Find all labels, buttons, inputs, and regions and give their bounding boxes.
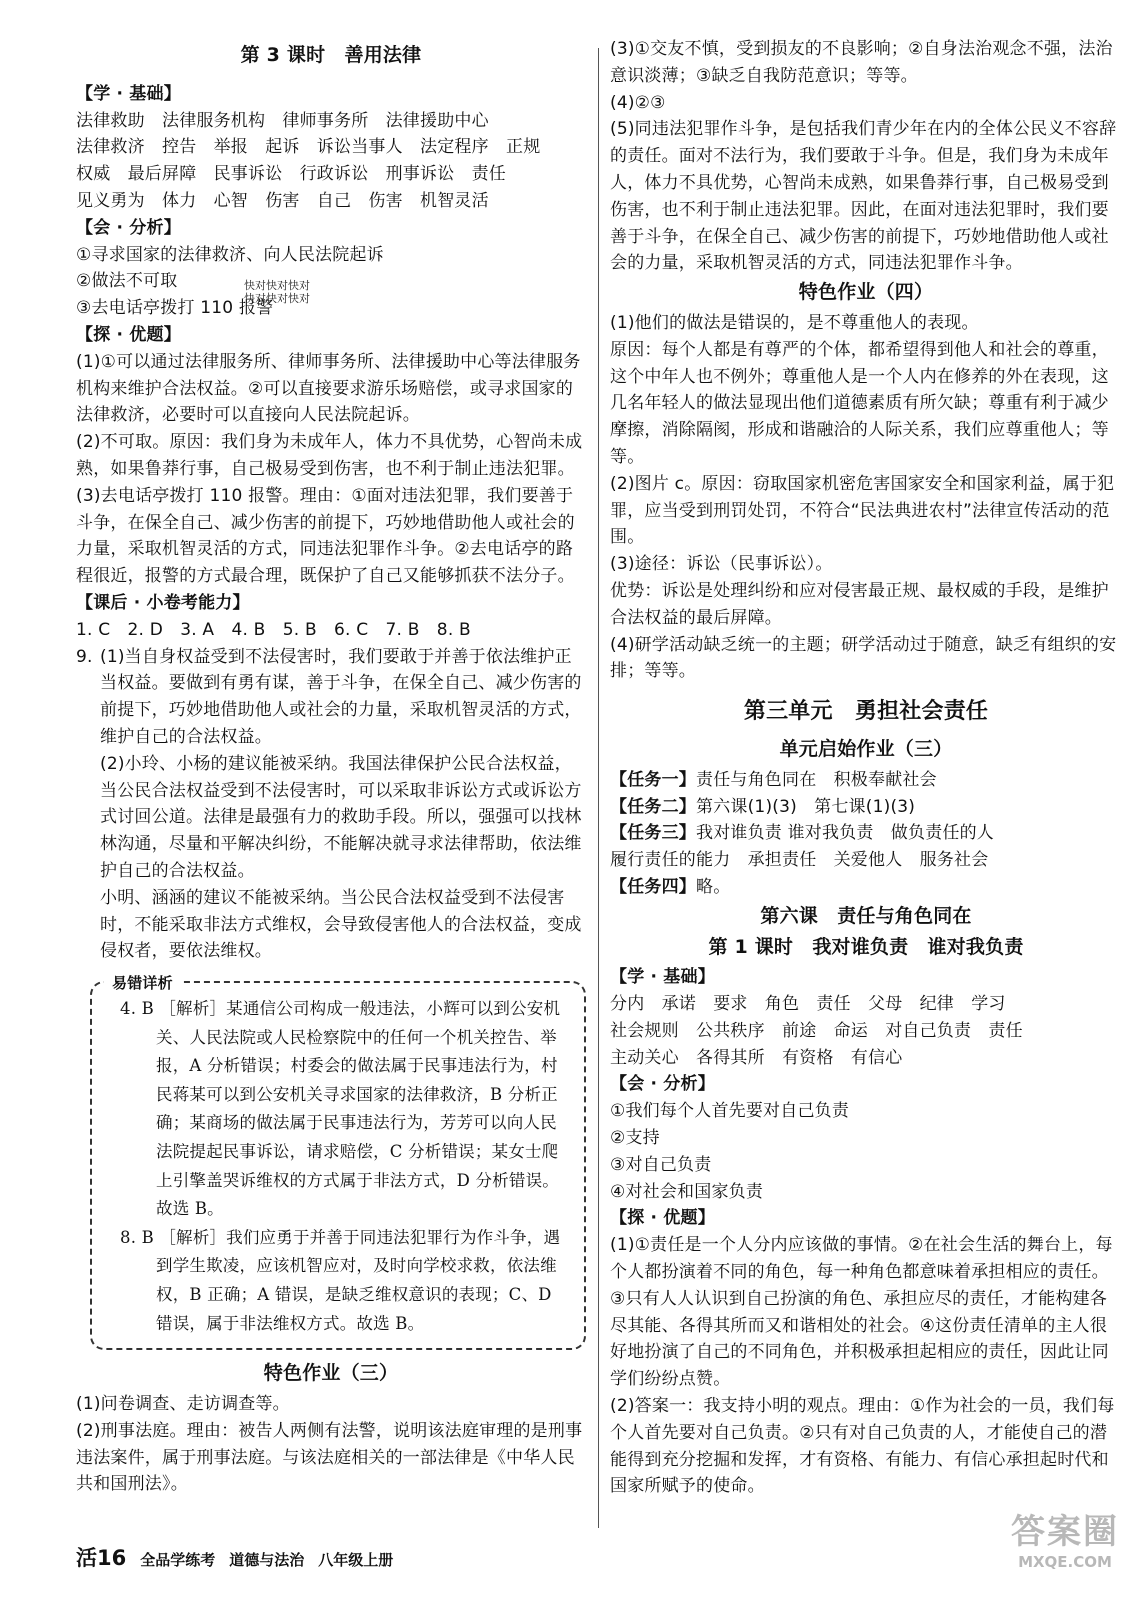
task-text: 履行责任的能力 承担责任 关爱他人 服务社会 bbox=[610, 850, 989, 871]
homework-line: (2)图片 c。原因：窃取国家机密危害国家安全和国家利益，属于犯罪，应当受到刑罚处罚，不符合“民法典进农村”法律宣传活动的范围。 bbox=[610, 473, 1115, 548]
answer-paragraph: (3)①交友不慎，受到损友的不良影响；②自身法治观念不强，法治意识淡薄；③缺乏自我防范意识；等等。 bbox=[610, 39, 1113, 86]
grade-label: 八年级上册 bbox=[318, 1551, 394, 1569]
basics-line: 法律救济 控告 举报 起诉 诉讼当事人 法定程序 正规 bbox=[76, 137, 541, 158]
analysis-line: ②支持 bbox=[610, 1128, 660, 1149]
task-line bbox=[610, 820, 1122, 847]
analysis-line: ①寻求国家的法律救济、向人民法院起诉 bbox=[76, 244, 384, 265]
overlay-line: 快对快对快对 bbox=[244, 292, 310, 305]
column-divider bbox=[598, 48, 599, 1528]
question-9 bbox=[76, 644, 586, 966]
task-label: 【任务二】 bbox=[610, 796, 696, 817]
basics-line: 社会规则 公共秩序 前途 命运 对自己负责 责任 bbox=[610, 1020, 1023, 1041]
task-line bbox=[610, 874, 1122, 901]
analysis-line: ④对社会和国家负责 bbox=[610, 1181, 764, 1202]
task-text: 责任与角色同在 积极奉献社会 bbox=[696, 769, 937, 790]
error-analysis-label: 易错详析 bbox=[104, 969, 181, 998]
section-heading-explore: 【探 · 优题】 bbox=[610, 1208, 715, 1229]
task-text: 我对谁负责 谁对我负责 做负责任的人 bbox=[696, 823, 995, 844]
explore-paragraph: (2)答案一：我支持小明的观点。理由：①作为社会的一员，我们每个人首先要对自己负责。②只有对自己负责的人，才能使自己的潜能得到充分挖掘和发挥，才有资格、有能力、有信心承担起时代和国家所赋予的使命。 bbox=[610, 1396, 1115, 1497]
question-number: 9. bbox=[76, 646, 93, 667]
section-heading-analysis: 【会 · 分析】 bbox=[610, 1074, 715, 1095]
section-heading-analysis: 【会 · 分析】 bbox=[76, 217, 181, 238]
error-analysis-box bbox=[90, 974, 586, 1350]
left-column bbox=[76, 36, 586, 1498]
question-9-part: (2)小玲、小杨的建议能被采纳。我国法律保护公民合法权益，当公民合法权益受到不法侵害时，可以采取非诉讼方式或诉讼方式讨回公道。法律是最强有力的救助手段。所以，强强可以找林林沟通，尽量和平解决纠纷，不能解决就寻求法律帮助，依法维护自己的合法权益。 bbox=[100, 753, 582, 881]
basics-line: 法律救助 法律服务机构 律师事务所 法律援助中心 bbox=[76, 110, 489, 131]
homework-line: (3)途径：诉讼（民事诉讼）。 bbox=[610, 554, 833, 575]
section-heading-explore: 【探 · 优题】 bbox=[76, 324, 181, 345]
question-9-part: (1)当自身权益受到不法侵害时，我们要敢于并善于依法维护正当权益。要做到有勇有谋，善于斗争，在保全自己、减少伤害的前提下，巧妙地借助他人或社会的力量，采取机智灵活的方式，维护自己的合法权益。 bbox=[100, 646, 582, 747]
task-label: 【任务三】 bbox=[610, 823, 696, 844]
answer-paragraph: (4)②③ bbox=[610, 92, 666, 113]
error-analysis-item: 8. B ［解析］我们应勇于并善于同违法犯罪行为作斗争，遇到学生欺凌，应该机智应对，及时向学校求救，依法维权，B 正确；A 错误，是缺乏维权意识的表现；C、D 错误，属于非法维权方式。故选 B。 bbox=[120, 1227, 561, 1333]
overlay-line: 快对快对快对 bbox=[244, 279, 310, 292]
error-analysis-item: 4. B ［解析］某通信公司构成一般违法，小辉可以到公安机关、人民法院或人民检察院中的任何一个机关控告、举报，A 分析错误；村委会的做法属于民事违法行为，村民蒋某可以到公安机关寻求国家的法律救济，B 分析正确；某商场的做法属于民事违法行为，芳芳可以向人民法院提起民事诉讼，请求赔偿，C 分析错误；某女士爬上引擎盖哭诉维权的方式属于非法方式，D 分析错误。故选 B。 bbox=[120, 999, 561, 1219]
answer-paragraph: (5)同违法犯罪作斗争，是包括我们青少年在内的全体公民义不容辞的责任。面对不法行为，我们要敢于斗争。但是，我们身为未成年人，体力不具优势，心智尚未成熟，如果鲁莽行事，自己极易受到伤害，也不利于制止违法犯罪。因此，在面对违法犯罪时，我们要善于斗争，在保全自己、减少伤害的前提下，巧妙地借助他人或社会的力量，采取机智灵活的方式，同违法犯罪作斗争。 bbox=[610, 119, 1117, 274]
unit-homework-title: 单元启始作业（三） bbox=[779, 737, 953, 760]
explore-paragraph: (1)①可以通过法律服务所、律师事务所、法律援助中心等法律服务机构来维护合法权益。②可以直接要求游乐场赔偿，或寻求国家的法律救济，必要时可以直接向人民法院起诉。 bbox=[76, 351, 581, 426]
homework-line: 原因：每个人都是有尊严的个体，都希望得到他人和社会的尊重，这个中年人也不例外；尊重他人是一个人内在修养的外在表现，这几名年轻人的做法显现出他们道德素质有所欠缺；尊重有利于减少摩擦，消除隔阂，形成和谐融洽的人际关系，我们应尊重他人；等等。 bbox=[610, 339, 1109, 467]
special-homework-3-title: 特色作业（三） bbox=[263, 1362, 399, 1385]
analysis-line: ③去电话亭拨打 110 报警 bbox=[76, 298, 274, 319]
task-line bbox=[610, 847, 1122, 874]
task-label: 【任务一】 bbox=[610, 769, 696, 790]
basics-line: 主动关心 各得其所 有资格 有信心 bbox=[610, 1047, 903, 1068]
unit-title: 第三单元 勇担社会责任 bbox=[743, 699, 989, 725]
analysis-line: ③对自己负责 bbox=[610, 1154, 712, 1175]
explore-paragraph: (2)不可取。原因：我们身为未成年人，体力不具优势，心智尚未成熟，如果鲁莽行事，自己极易受到伤害，也不利于制止违法犯罪。 bbox=[76, 432, 583, 479]
task-line bbox=[610, 767, 1122, 794]
section-heading-basics: 【学 · 基础】 bbox=[610, 967, 715, 988]
page-footer bbox=[76, 1542, 393, 1572]
quiz-answers: 1. C 2. D 3. A 4. B 5. B 6. C 7. B 8. B bbox=[76, 619, 471, 640]
lesson-title: 第 3 课时 善用法律 bbox=[240, 44, 422, 66]
homework-line: (2)刑事法庭。理由：被告人两侧有法警，说明该法庭审理的是刑事违法案件，属于刑事法庭。与该法庭相关的一部法律是《中华人民共和国刑法》。 bbox=[76, 1420, 583, 1495]
analysis-line: ①我们每个人首先要对自己负责 bbox=[610, 1101, 850, 1122]
watermark-logo bbox=[1011, 1512, 1119, 1572]
analysis-line: ②做法不可取 bbox=[76, 271, 178, 292]
book-title: 全品学练考 bbox=[140, 1551, 216, 1569]
overlay-stamp bbox=[244, 279, 310, 305]
lesson-6-subtitle: 第 1 课时 我对谁负责 谁对我负责 bbox=[708, 935, 1024, 958]
lesson-6-title: 第六课 责任与角色同在 bbox=[760, 904, 972, 927]
homework-line: (4)研学活动缺乏统一的主题；研学活动过于随意，缺乏有组织的安排；等等。 bbox=[610, 634, 1117, 682]
homework-line: 优势：诉讼是处理纠纷和应对侵害最正规、最权威的手段，是维护合法权益的最后屏障。 bbox=[610, 580, 1109, 628]
watermark-url: MXQE.COM bbox=[1018, 1553, 1112, 1571]
section-heading-basics: 【学 · 基础】 bbox=[76, 83, 181, 104]
task-line bbox=[610, 794, 1122, 821]
special-homework-4-title: 特色作业（四） bbox=[798, 281, 934, 304]
explore-paragraph: (3)去电话亭拨打 110 报警。理由：①面对违法犯罪，我们要善于斗争，在保全自己、减少伤害的前提下，巧妙地借助他人或社会的力量，采取机智灵活的方式，同违法犯罪作斗争。②去电话亭的路程很近，报警的方式最合理，既保护了自己又能够抓获不法分子。 bbox=[76, 485, 575, 587]
subject-name: 道德与法治 bbox=[229, 1551, 305, 1569]
homework-line: (1)他们的做法是错误的，是不尊重他人的表现。 bbox=[610, 312, 979, 333]
watermark-text: 答案圈 bbox=[1011, 1512, 1119, 1552]
right-column bbox=[610, 36, 1122, 1500]
question-9-part: 小明、涵涵的建议不能被采纳。当公民合法权益受到不法侵害时，不能采取非法方式维权，会导致侵害他人的合法权益，变成侵权者，要依法维权。 bbox=[100, 887, 582, 962]
homework-line: (1)问卷调查、走访调查等。 bbox=[76, 1394, 290, 1415]
task-label: 【任务四】 bbox=[610, 876, 696, 897]
page-number: 活16 bbox=[76, 1546, 127, 1570]
section-heading-quiz: 【课后 · 小卷考能力】 bbox=[76, 592, 250, 613]
basics-line: 见义勇为 体力 心智 伤害 自己 伤害 机智灵活 bbox=[76, 190, 489, 211]
explore-paragraph: (1)①责任是一个人分内应该做的事情。②在社会生活的舞台上，每个人都扮演着不同的角色，每一种角色都意味着承担相应的责任。③只有人人认识到自己扮演的角色、承担应尽的责任，才能构建各尽其能、各得其所而又和谐相处的社会。④这份责任清单的主人很好地扮演了自己的不同角色，并积极承担起相应的责任，因此让同学们纷纷点赞。 bbox=[610, 1235, 1113, 1390]
basics-line: 分内 承诺 要求 角色 责任 父母 纪律 学习 bbox=[610, 994, 1006, 1015]
basics-line: 权威 最后屏障 民事诉讼 行政诉讼 刑事诉讼 责任 bbox=[76, 164, 506, 185]
task-text: 第六课(1)(3) 第七课(1)(3) bbox=[696, 796, 916, 817]
task-text: 略。 bbox=[696, 876, 731, 897]
